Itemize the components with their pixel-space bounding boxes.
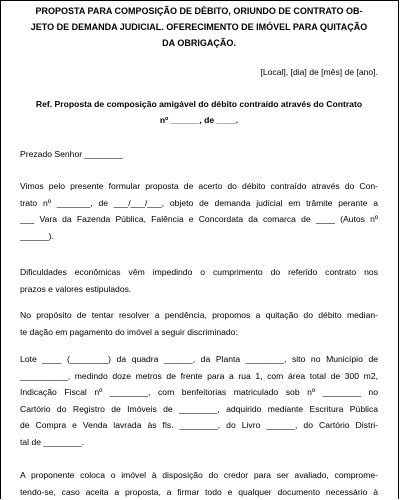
reference-heading (20, 96, 378, 128)
paragraph-availability (20, 467, 378, 500)
paragraph-line: No propósito de tentar resolver a pendência, propomos a quitação do débito median- (20, 310, 378, 320)
document-title (22, 3, 376, 51)
paragraph-difficulties (20, 264, 378, 297)
title-line: PROPOSTA PARA COMPOSIÇÃO DE DÉBITO, ORIUNDO DE CONTRATO OB- (35, 6, 363, 16)
paragraph-line: A proponente coloca o imóvel à disposição do credor para ser avaliado, comprome- (20, 470, 378, 480)
paragraph-line: __________, medindo doze metros de frente para a rua 1, com área total de 300 m2, (20, 370, 378, 381)
title-line: JETO DE DEMANDA JUDICIAL. OFERECIMENTO DE IMÓVEL PARA QUITAÇÃO (30, 22, 368, 32)
paragraph-line: Vimos pelo presente formular proposta de acerto do débito contraído através do Con- (20, 181, 378, 191)
date-line: [Local], [dia] de [mês] de [ano]. (260, 67, 378, 77)
paragraph-property-description (20, 351, 378, 450)
paragraph-line: tal de ________. (20, 436, 85, 447)
paragraph-line: Indicação Fiscal nº ________, com benfeitorias matriculado sob nº ________ no (20, 387, 378, 397)
reference-line: Ref. Proposta de composição amigável do débito contraído através do Contrato (35, 99, 363, 109)
greeting: Prezado Senhor ________ (20, 149, 123, 159)
paragraph-line: de Compra e Venda lavrada às fls. ________, do Livro ______, do Cartório Distri- (20, 420, 378, 430)
paragraph-line: ______). (20, 230, 54, 241)
paragraph-line: te dação em pagamento do imóvel a seguir discriminado: (20, 326, 238, 337)
paragraph-line: Lote ____ (________) da quadra ______, da Planta ________, sito no Município de (20, 354, 378, 364)
paragraph-proposal (20, 178, 378, 244)
title-line: DA OBRIGAÇÃO. (162, 38, 236, 48)
paragraph-line: trato nº _______, de ___/___/___, objeto de demanda judicial em trâmite perante a (20, 197, 378, 208)
paragraph-line: prazos e valores estipulados. (20, 283, 132, 294)
paragraph-resolution (20, 307, 378, 340)
paragraph-line: ___ Vara da Fazenda Pública, Falência e Concordata da comarca de ____ (Autos nº (20, 214, 378, 224)
paragraph-line: Dificuldades econômicas vêm impedindo o cumprimento do referido contrato nos (20, 267, 378, 277)
reference-line: nº ______, de ____. (159, 115, 239, 125)
paragraph-line: Cartório do Registro de Imóveis de ________, adquirido mediante Escritura Pública (20, 403, 378, 414)
paragraph-line: tendo-se, caso aceita a proposta, a firmar todo e qualquer documento necessário à (20, 486, 378, 497)
